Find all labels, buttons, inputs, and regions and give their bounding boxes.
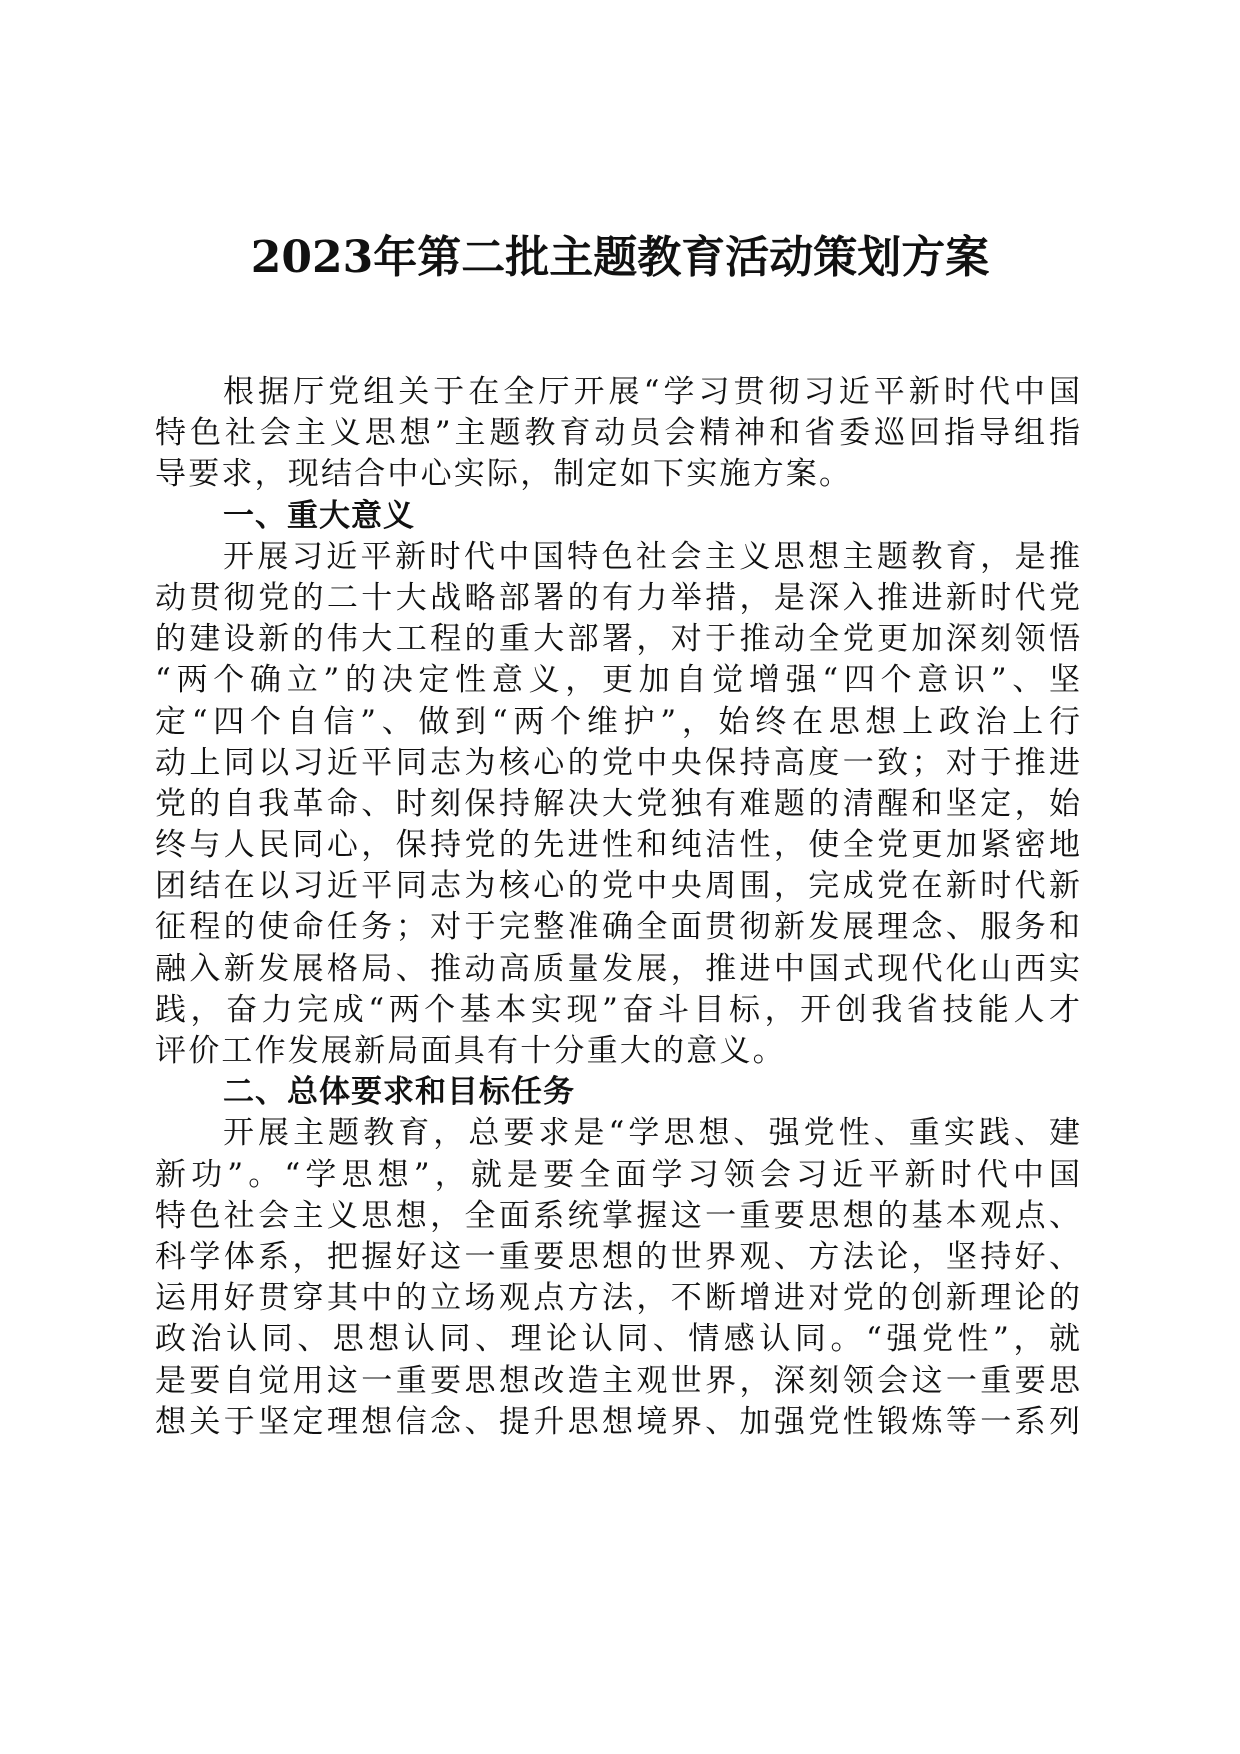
paragraph-line: 运用好贯穿其中的立场观点方法，不断增进对党的创新理论的 [155, 1280, 1080, 1317]
paragraph-line: 的建设新的伟大工程的重大部署，对于推动全党更加深刻领悟 [155, 621, 1080, 658]
paragraph-line: 新功”。“学思想”，就是要全面学习领会习近平新时代中国 [155, 1156, 1080, 1193]
paragraph-line: 党的自我革命、时刻保持解决大党独有难题的清醒和坚定，始 [155, 785, 1080, 822]
paragraph-line: 动上同以习近平同志为核心的党中央保持高度一致；对于推进 [155, 744, 1080, 781]
section-heading: 二、总体要求和目标任务 [223, 1074, 575, 1111]
paragraph-line: 导要求，现结合中心实际，制定如下实施方案。 [155, 456, 853, 493]
paragraph-line: 科学体系，把握好这一重要思想的世界观、方法论，坚持好、 [155, 1238, 1080, 1275]
paragraph-line: 评价工作发展新局面具有十分重大的意义。 [155, 1033, 786, 1069]
section-heading: 一、重大意义 [223, 497, 415, 534]
paragraph-line: 征程的使命任务；对于完整准确全面贯彻新发展理念、服务和 [155, 909, 1080, 946]
document-title: 2023年第二批主题教育活动策划方案 [250, 232, 990, 283]
paragraph-line: 践，奋力完成“两个基本实现”奋斗目标，开创我省技能人才 [155, 991, 1080, 1028]
paragraph-line: 动贯彻党的二十大战略部署的有力举措，是深入推进新时代党 [155, 579, 1080, 616]
paragraph-line: 根据厅党组关于在全厅开展“学习贯彻习近平新时代中国 [223, 374, 1080, 410]
document-body [155, 372, 1080, 1443]
paragraph-line: 想关于坚定理想信念、提升思想境界、加强党性锻炼等一系列 [155, 1403, 1080, 1440]
paragraph-line: 终与人民同心，保持党的先进性和纯洁性，使全党更加紧密地 [155, 827, 1080, 864]
paragraph-line: 特色社会主义思想，全面系统掌握这一重要思想的基本观点、 [155, 1197, 1080, 1234]
paragraph-line: 团结在以习近平同志为核心的党中央周围，完成党在新时代新 [155, 868, 1080, 905]
paragraph-line: “两个确立”的决定性意义，更加自觉增强“四个意识”、坚 [155, 662, 1080, 699]
paragraph-line: 融入新发展格局、推动高质量发展，推进中国式现代化山西实 [155, 950, 1080, 987]
paragraph-line: 政治认同、思想认同、理论认同、情感认同。“强党性”，就 [155, 1321, 1080, 1358]
paragraph-line: 是要自觉用这一重要思想改造主观世界，深刻领会这一重要思 [155, 1362, 1080, 1399]
paragraph-line: 定“四个自信”、做到“两个维护”，始终在思想上政治上行 [155, 703, 1080, 740]
paragraph-line: 特色社会主义思想”主题教育动员会精神和省委巡回指导组指 [155, 415, 1080, 452]
paragraph-line: 开展习近平新时代中国特色社会主义思想主题教育，是推 [223, 538, 1080, 575]
paragraph-line: 开展主题教育，总要求是“学思想、强党性、重实践、建 [223, 1115, 1080, 1152]
